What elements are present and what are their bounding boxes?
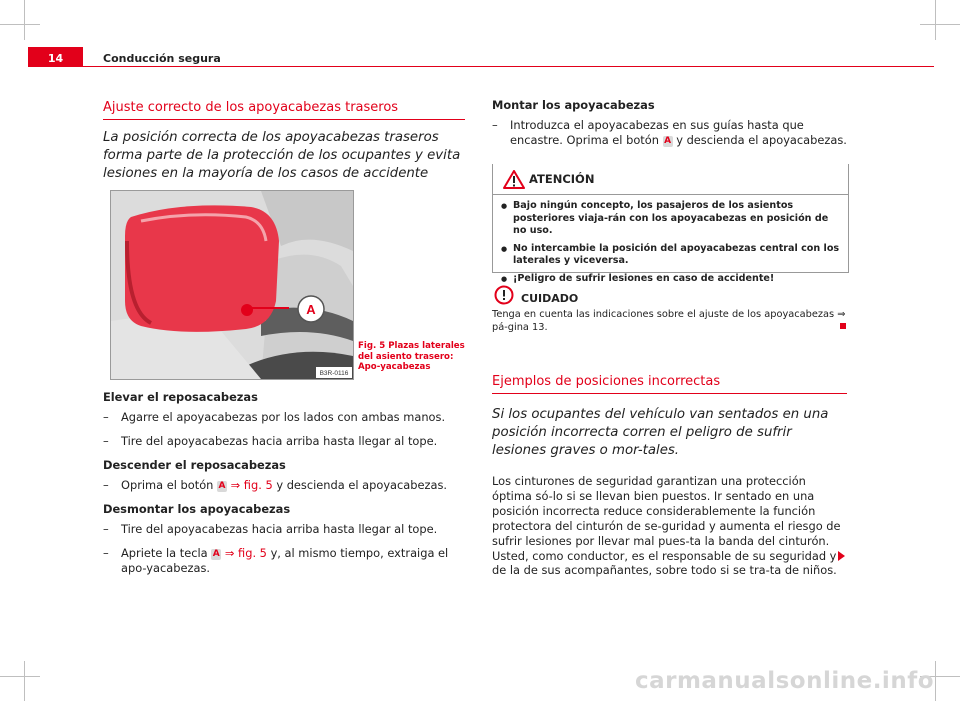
warning-item: ● Bajo ningún concepto, los pasajeros de los asientos posteriores viaja-rán con los apoyacabezas en posición de no uso.: [499, 200, 842, 238]
mount-step-text-a: Introduzca el apoyacabezas en sus guías hasta que encastre. Oprima el botón: [510, 118, 804, 147]
page-number: 14: [28, 47, 83, 67]
button-a-key: A: [664, 136, 672, 146]
page-header-title: Conducción segura: [103, 52, 221, 65]
caution-exclamation-icon: [494, 285, 514, 305]
warning-header: [493, 164, 848, 195]
warning-triangle-icon: [503, 170, 525, 189]
raise-step-1: – Agarre el apoyacabezas por los lados con ambas manos.: [103, 410, 465, 425]
warning-item: ● No intercambie la posición del apoyacabezas central con los laterales y viceversa.: [499, 243, 842, 268]
figure-headrest: [110, 190, 354, 380]
mount-title: Montar los apoyacabezas: [492, 98, 655, 112]
button-a-key: A: [212, 549, 220, 559]
crop-mark: [920, 24, 960, 25]
section-intro: La posición correcta de los apoyacabezas traseros forma parte de la protección de los ocupantes y evita lesiones en la mayoría de los casos de accidente: [103, 130, 461, 181]
right-column-mount: [492, 98, 847, 148]
section-body: Los cinturones de seguridad garantizan una protección óptima só-lo si se llevan bien puestos. Ir sentado en una posición incorrecta reduce considerablemente la función protectora del cinturón de se-guridad y aumenta el riesgo de sufrir lesiones por llevar mal pues-ta la banda del cinturón. Usted, como conductor, es el responsable de su seguridad y de la de sus acompañantes, sobre todo si se tra-ta de niños.: [492, 474, 841, 578]
lower-step-text-b: y descienda el apoyacabezas.: [276, 478, 448, 492]
figure-reference-link[interactable]: ⇒ fig. 5: [224, 546, 267, 560]
mount-step-text-b: y descienda el apoyacabezas.: [676, 133, 847, 147]
caution-title: CUIDADO: [521, 292, 579, 305]
remove-step-2: [103, 546, 465, 576]
figure-label-a: A: [306, 302, 316, 317]
raise-step-2: – Tire del apoyacabezas hacia arriba hasta llegar al tope.: [103, 434, 465, 449]
figure-code: B3R-0116: [319, 370, 349, 377]
left-column-steps: [103, 390, 465, 576]
crop-mark: [0, 676, 40, 677]
remove-step-text-a: Apriete la tecla: [121, 546, 208, 560]
lower-step-1: [103, 478, 465, 493]
section-title: Ejemplos de posiciones incorrectas: [492, 374, 847, 394]
crop-mark: [935, 0, 936, 40]
warning-item: ● ¡Peligro de sufrir lesiones en caso de accidente!: [499, 273, 842, 286]
crop-mark: [24, 0, 25, 40]
lower-title: Descender el reposacabezas: [103, 458, 286, 472]
headrest-illustration: [111, 191, 353, 379]
continue-arrow-icon: [838, 551, 845, 561]
figure-caption: Fig. 5 Plazas laterales del asiento trasero: Apo-yacabezas: [358, 341, 465, 372]
section-title: Ajuste correcto de los apoyacabezas traseros: [103, 100, 465, 120]
warning-list: [493, 195, 848, 285]
raise-title: Elevar el reposacabezas: [103, 390, 258, 404]
remove-step-text-b: y, al mismo tiempo, extraiga el apo-yacabezas.: [121, 546, 449, 575]
remove-title: Desmontar los apoyacabezas: [103, 502, 291, 516]
section-intro: Si los ocupantes del vehículo van sentados en una posición incorrecta corren el peligro de sufrir lesiones graves o mor-tales.: [492, 407, 829, 458]
lower-step-text-a: Oprima el botón: [121, 478, 214, 492]
warning-box: [492, 164, 849, 284]
crop-mark: [935, 661, 936, 701]
remove-step-1: – Tire del apoyacabezas hacia arriba hasta llegar al tope.: [103, 522, 465, 537]
mount-step: [492, 118, 847, 148]
left-column-top: [103, 100, 465, 183]
button-a-key: A: [218, 481, 226, 491]
watermark: carmanualsonline.info: [634, 668, 934, 694]
caution-text: Tenga en cuenta las indicaciones sobre el ajuste de los apoyacabezas ⇒ pá-gina 13.: [492, 309, 846, 333]
crop-mark: [0, 24, 40, 25]
warning-title: ATENCIÓN: [529, 172, 595, 186]
crop-mark: [24, 661, 25, 701]
figure-reference-link[interactable]: ⇒ fig. 5: [230, 478, 273, 492]
right-column-section: [492, 374, 847, 578]
header-rule: [83, 66, 934, 67]
